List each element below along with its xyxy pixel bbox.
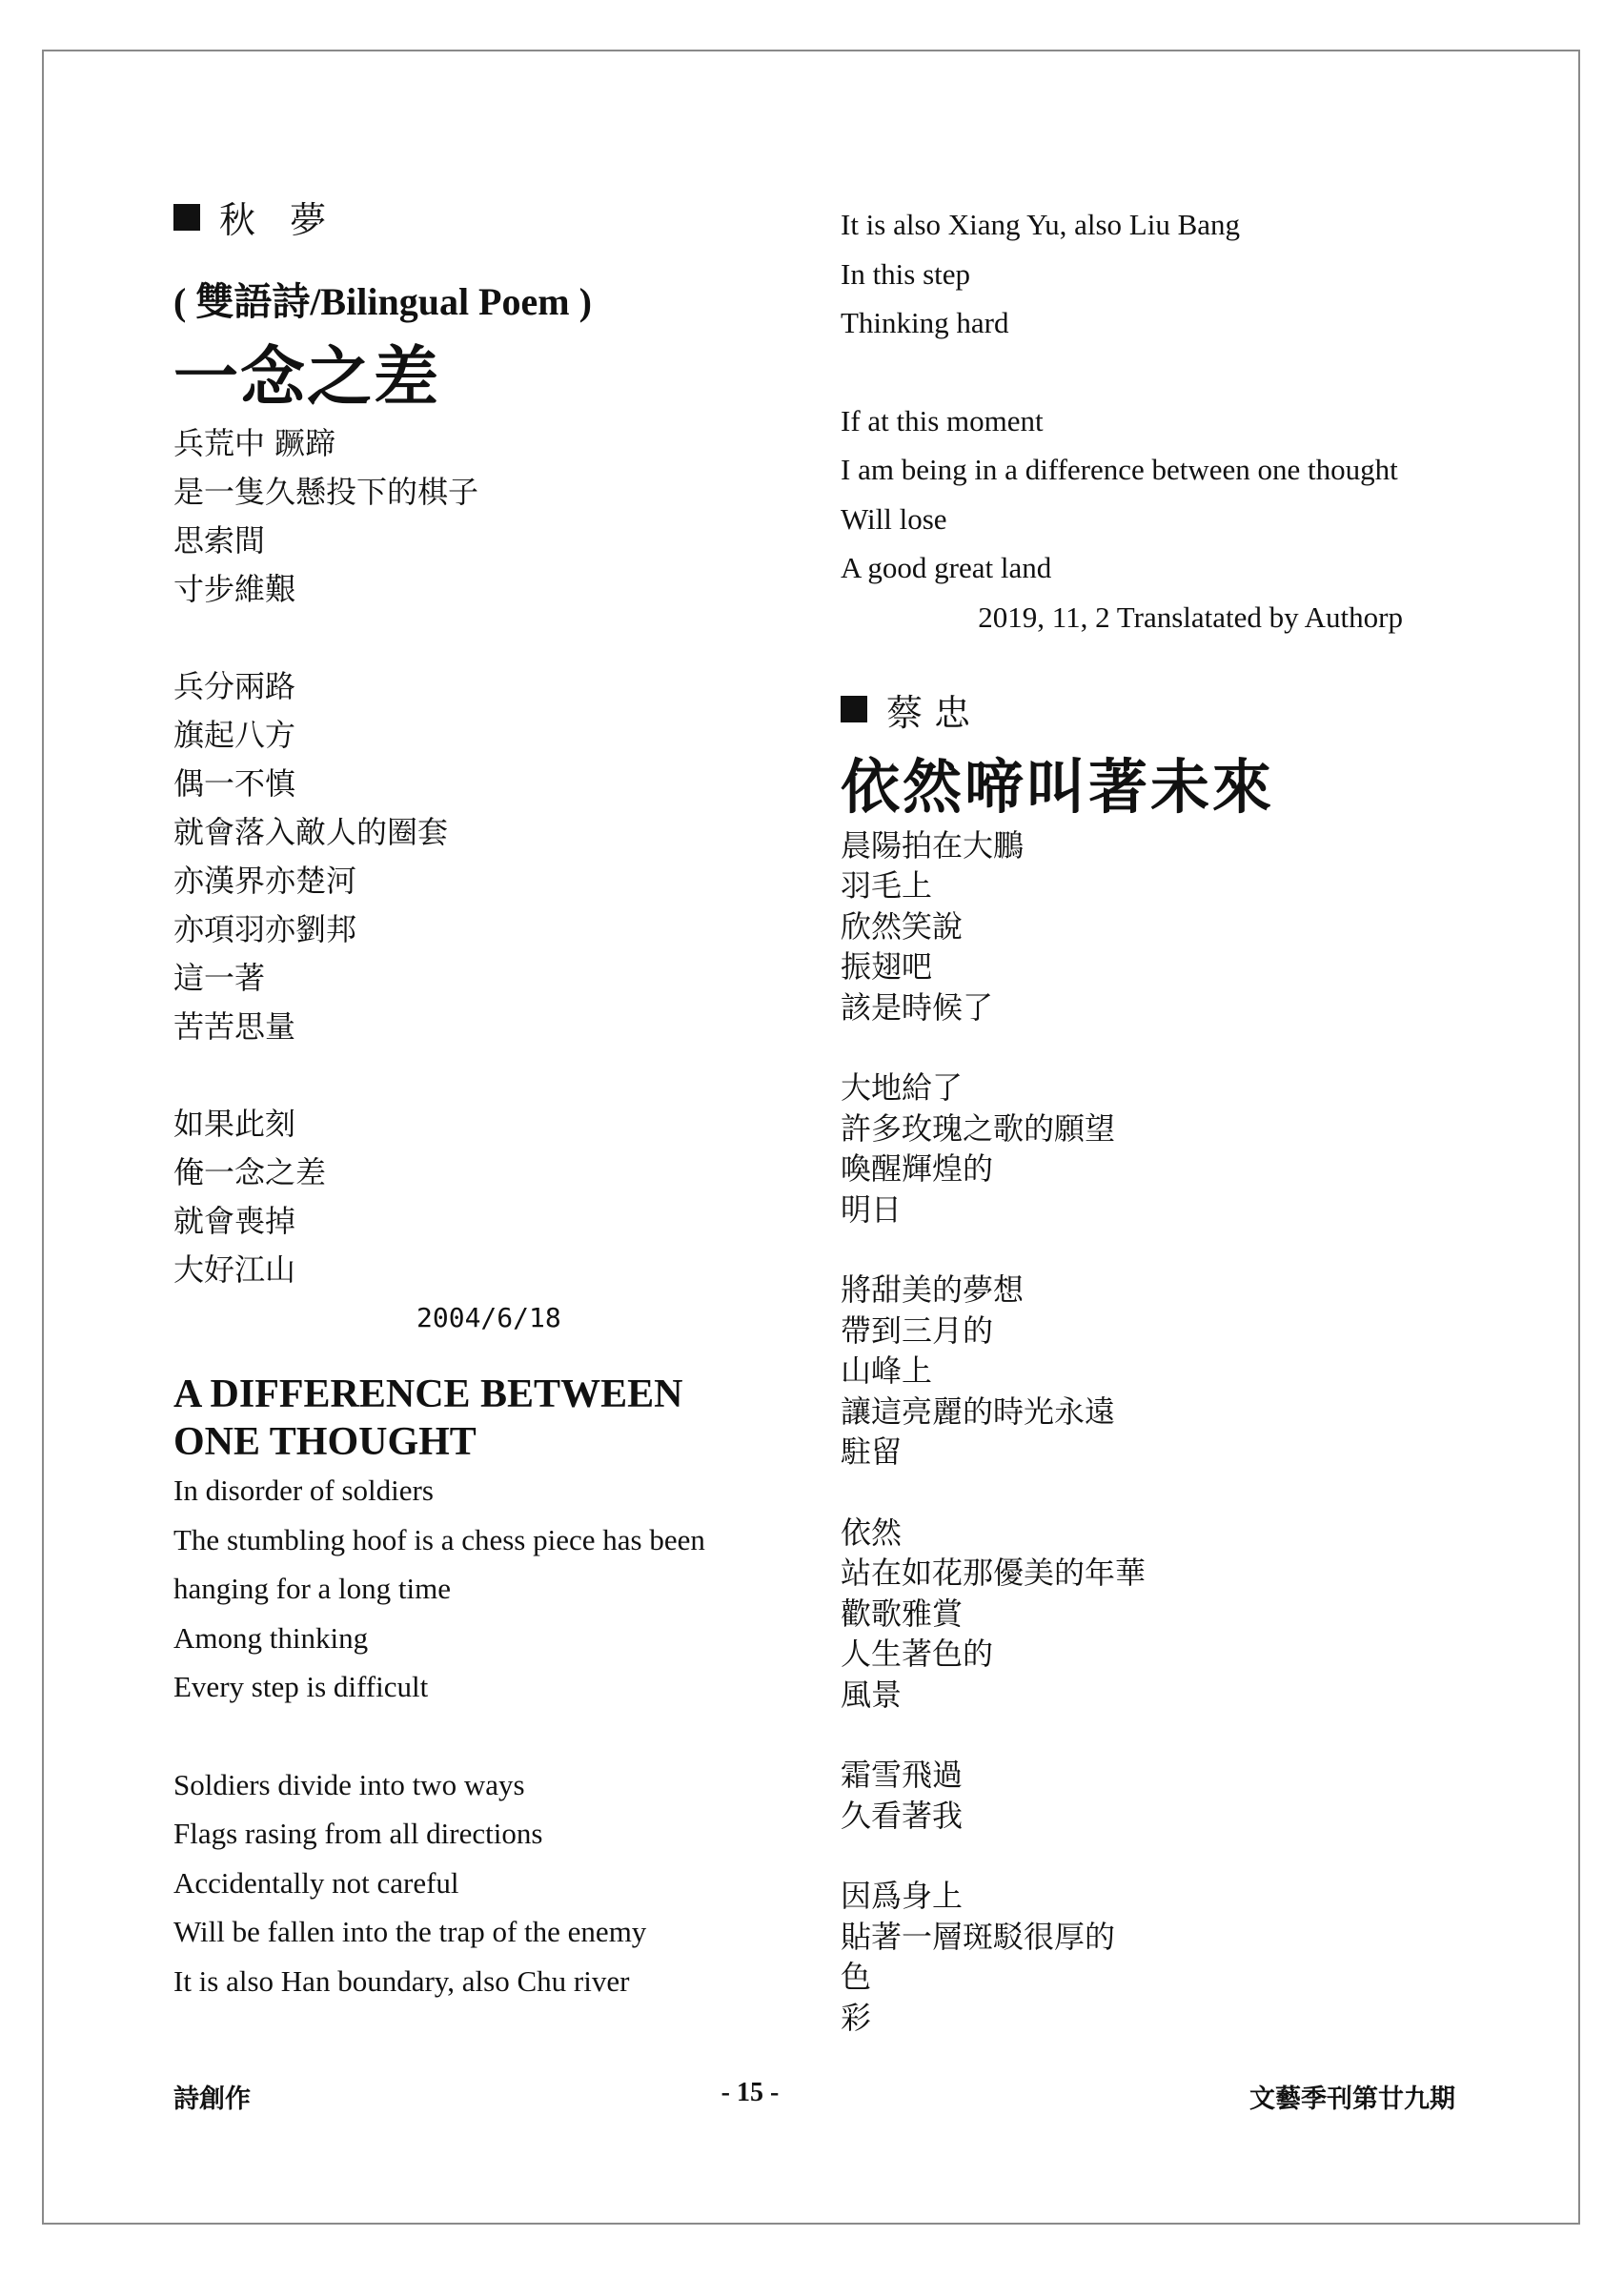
poem-line: 兵荒中 蹶蹄	[173, 425, 336, 461]
title-en-line: A DIFFERENCE BETWEEN	[173, 1372, 683, 1416]
footer-section: 詩創作	[173, 2084, 251, 2114]
page-footer	[173, 2078, 1455, 2115]
poem-line: 大好江山	[173, 1251, 296, 1288]
poem1-en-stanza-1	[173, 1466, 783, 1712]
poem-line: 人生著色的	[841, 1636, 994, 1672]
poem-line: 色	[841, 1959, 872, 1995]
poem-line: 羽毛上	[841, 867, 933, 904]
poem2-stanza-1	[841, 825, 1489, 1028]
poem-line: If at this moment	[841, 403, 1044, 437]
poem-line: It is also Han boundary, also Chu river	[173, 1963, 630, 1998]
poem-line: 如果此刻	[173, 1106, 296, 1142]
poem-line: 苦苦思量	[173, 1008, 296, 1045]
poem-line: 久看著我	[841, 1797, 964, 1834]
poem-line: 就會喪掉	[173, 1203, 296, 1239]
poem2-stanza-4	[841, 1513, 1489, 1716]
poem-line: 偶一不慎	[173, 765, 296, 802]
poem-line: Accidentally not careful	[173, 1865, 459, 1900]
poem-line: 彩	[841, 1999, 872, 2036]
poem-line: 許多玫瑰之歌的願望	[841, 1109, 1116, 1147]
poem-line: 欣然笑說	[841, 907, 964, 945]
poem-line: Soldiers divide into two ways	[173, 1767, 525, 1801]
poem-line: 亦漢界亦楚河	[173, 863, 357, 899]
poem1-author-heading	[173, 191, 783, 243]
poem1-zh-stanza-3	[173, 1100, 783, 1294]
poem1-zh-stanza-1	[173, 419, 783, 614]
poem-line: 大地給了	[841, 1069, 964, 1106]
poem-line: 是一隻久懸投下的棋子	[173, 474, 479, 510]
poem1-title-zh: 一念之差	[173, 339, 441, 416]
poem-line: 風景	[841, 1676, 903, 1713]
poem-line: 霜雪飛過	[841, 1757, 964, 1793]
poem1-date: 2004/6/18	[416, 1302, 561, 1333]
poem-line: 山峰上	[841, 1352, 933, 1389]
poem-line: Among thinking	[173, 1620, 369, 1655]
bullet-square-icon	[173, 204, 200, 231]
left-column	[173, 191, 783, 2005]
poem2-stanza-3	[841, 1270, 1489, 1473]
poem-line: 兵分兩路	[173, 668, 296, 704]
poem-line: 晨陽拍在大鵬	[841, 826, 1025, 864]
poem-line: 依然	[841, 1514, 903, 1551]
poem-line: 這一著	[173, 960, 266, 996]
poem1-title-en	[173, 1371, 783, 1466]
poem1-author: 秋 夢	[219, 199, 338, 241]
poem-line: 旗起八方	[173, 717, 296, 753]
poem-line: It is also Xiang Yu, also Liu Bang	[841, 208, 1241, 241]
poem-line: The stumbling hoof is a chess piece has been	[173, 1522, 705, 1556]
poem-line: 讓這亮麗的時光永遠	[841, 1393, 1116, 1430]
poem-line: 該是時候了	[841, 988, 994, 1026]
translation-credit: 2019, 11, 2 Translatated by Authorp	[978, 600, 1403, 634]
poem-line: 帶到三月的	[841, 1311, 994, 1349]
poem-line: 俺一念之差	[173, 1154, 327, 1190]
poem-line: 思索間	[173, 522, 266, 559]
poem1-subtitle: ( 雙語詩/Bilingual Poem )	[173, 280, 592, 323]
poem-line: 明日	[841, 1190, 903, 1228]
title-en-line: ONE THOUGHT	[173, 1420, 477, 1464]
page-number: - 15 -	[721, 2078, 780, 2107]
right-column	[841, 200, 1489, 2038]
poem-line: 歡歌雅賞	[841, 1595, 964, 1632]
poem-line: In disorder of soldiers	[173, 1474, 434, 1507]
poem2-stanza-5	[841, 1755, 1489, 1836]
poem1-en-stanza-2a	[173, 1760, 783, 2006]
poem-line: 將甜美的夢想	[841, 1271, 1025, 1308]
bullet-square-icon	[841, 696, 867, 722]
poem-line: Will lose	[841, 501, 947, 536]
poem-line: Thinking hard	[841, 306, 1009, 339]
footer-journal: 文藝季刊第廿九期	[1249, 2084, 1455, 2114]
poem-line: 寸步維艱	[173, 571, 296, 607]
poem1-en-stanza-3	[841, 396, 1489, 593]
poem1-zh-stanza-2	[173, 662, 783, 1051]
poem-line: 站在如花那優美的年華	[841, 1555, 1147, 1591]
poem-line: Will be fallen into the trap of the enemy	[173, 1915, 647, 1948]
poem2-title-zh: 依然啼叫著未來	[841, 751, 1275, 822]
poem1-en-stanza-2b	[841, 200, 1489, 348]
poem-line: hanging for a long time	[173, 1572, 451, 1605]
poem2-author: 蔡忠	[886, 691, 983, 734]
poem-line: 駐留	[841, 1433, 903, 1470]
poem-line: Flags rasing from all directions	[173, 1817, 543, 1850]
poem-line: 喚醒輝煌的	[841, 1150, 994, 1187]
poem-line: 就會落入敵人的圈套	[173, 814, 449, 850]
poem2-author-heading	[841, 683, 1489, 736]
poem-line: 振翅吧	[841, 948, 933, 985]
poem-line: 因爲身上	[841, 1878, 964, 1914]
poem2-stanza-2	[841, 1067, 1489, 1230]
poem-line: 亦項羽亦劉邦	[173, 911, 357, 947]
poem-line: Every step is difficult	[173, 1670, 429, 1703]
poem2-stanza-6	[841, 1876, 1489, 2038]
poem-line: 貼著一層斑駁很厚的	[841, 1918, 1116, 1955]
poem-line: In this step	[841, 256, 971, 291]
poem-line: I am being in a difference between one thought	[841, 453, 1398, 486]
poem-line: A good great land	[841, 551, 1052, 584]
